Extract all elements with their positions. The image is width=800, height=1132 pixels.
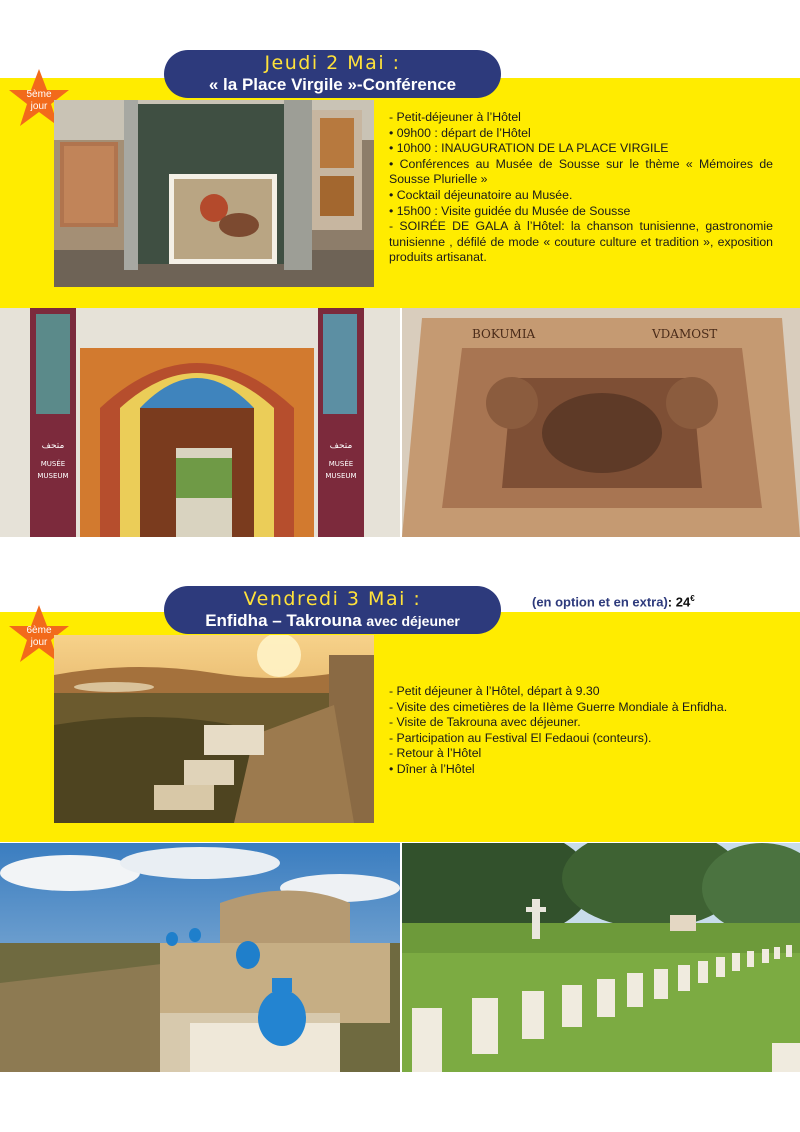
museum-sign-en-left: MUSEUM: [37, 472, 69, 480]
museum-sign-left: MUSÉE: [40, 460, 66, 468]
day2-date: Vendredi 3 Mai :: [243, 588, 422, 610]
day2-event-name: Enfidha – Takrouna: [205, 611, 362, 630]
option-currency: €: [690, 594, 695, 603]
mosaic-inscription-left: BOKUMIA: [472, 327, 536, 341]
day1-item: • 10h00 : INAUGURATION DE LA PLACE VIRGILE: [389, 141, 669, 156]
day2-item: - Participation au Festival El Fedaoui (conteurs).: [389, 730, 652, 745]
day2-event-title: [164, 610, 501, 632]
day1-item: • 15h00 : Visite guidée du Musée de Sousse: [389, 203, 631, 218]
day2-title-pill: [164, 586, 501, 634]
museum-interior-photo: [54, 100, 374, 287]
day2-item: - Visite de Takrouna avec déjeuner.: [389, 715, 581, 730]
war-cemetery-photo: [402, 843, 800, 1072]
day1-item: • Conférences au Musée de Sousse sur le thème « Mémoires de Sousse Plurielle »: [389, 156, 773, 187]
museum-sign-ar-right: متحف: [329, 441, 353, 451]
mosaic-inscription-right: VDAMOST: [652, 327, 718, 341]
day2-item: - Petit déjeuner à l’Hôtel, départ à 9.30: [389, 684, 600, 698]
day2-item: - Visite des cimetières de la IIème Guerre Mondiale à Enfidha.: [389, 699, 728, 714]
option-price: : 24: [667, 594, 691, 610]
option-text: (en option et en extra): [532, 594, 668, 610]
day2-event-subtitle: avec déjeuner: [366, 613, 460, 629]
day2-item: - Retour à l’Hôtel: [389, 746, 482, 761]
museum-sign-en-right: MUSEUM: [325, 472, 357, 480]
mosaic-basin-photo: [402, 308, 800, 537]
day1-item: • 09h00 : départ de l’Hôtel: [389, 125, 531, 140]
takrouna-sunset-photo: [54, 635, 374, 823]
museum-sign-ar-left: متحف: [41, 441, 65, 451]
day1-item: • Cocktail déjeunatoire au Musée.: [389, 187, 573, 202]
day1-star-word: jour: [30, 101, 48, 112]
day1-date: Jeudi 2 Mai :: [264, 52, 401, 74]
day1-item: - SOIRÉE DE GALA à l’Hôtel: la chanson tunisienne, gastronomie tunisienne , défilé de mode « couture culture et tradition », exposition produits artisanat.: [389, 219, 773, 265]
museum-gate-photo: [0, 308, 400, 537]
day1-star-number: 5ème: [26, 89, 52, 100]
day1-program: [389, 110, 773, 266]
day1-event-title: « la Place Virgile »-Conférence: [208, 75, 457, 94]
day2-option-note: [532, 594, 695, 609]
day1-item: - Petit-déjeuner à l’Hôtel: [389, 110, 521, 124]
museum-sign-right: MUSÉE: [328, 460, 354, 468]
day2-program: [389, 684, 773, 778]
day2-item: • Dîner à l’Hôtel: [389, 761, 475, 776]
takrouna-village-photo: [0, 843, 400, 1072]
day2-star-word: jour: [30, 637, 48, 648]
day2-star-number: 6ème: [26, 625, 52, 636]
day1-title-pill: [164, 50, 501, 98]
